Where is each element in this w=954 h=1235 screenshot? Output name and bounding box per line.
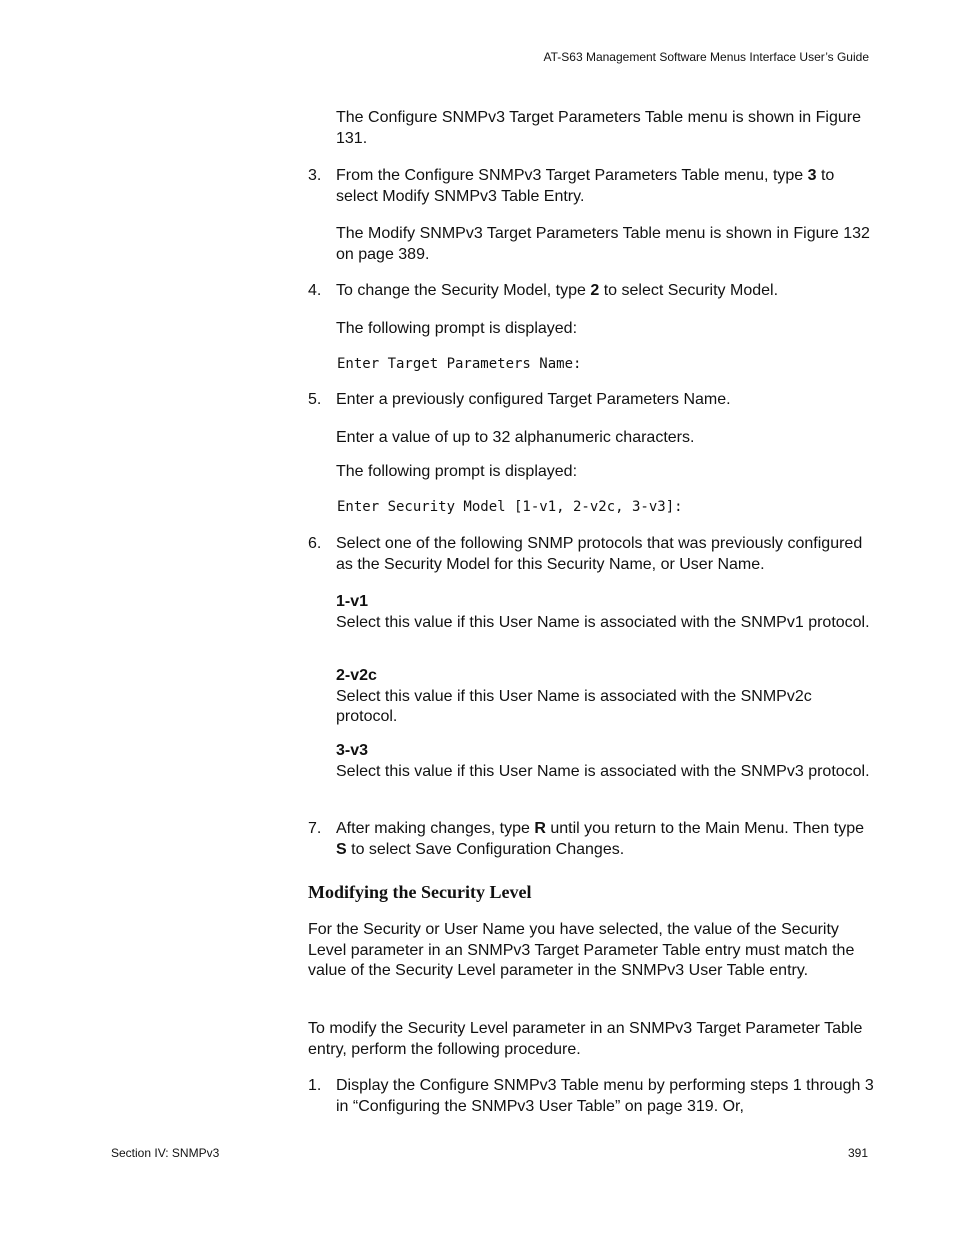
key-3: 3 [807, 167, 817, 184]
step-number: 3. [308, 167, 322, 184]
option-term: 3-v3 [336, 742, 369, 759]
key-r: R [534, 820, 546, 837]
step-6-text: Select one of the following SNMP protocols that was previously configured as the Security Model for this Security Name, or User Name. [336, 535, 863, 573]
page-number: 391 [847, 1146, 868, 1160]
step-number: 4. [308, 282, 322, 299]
option-desc: Select this value if this User Name is associated with the SNMPv2c protocol. [336, 687, 812, 725]
option-2-v2c [336, 666, 876, 728]
option-3-v3 [336, 741, 876, 782]
section-heading: Modifying the Security Level [308, 882, 532, 902]
key-s: S [336, 840, 347, 858]
step-4-text: To change the Security Model, type 2 to select Security Model. [336, 282, 779, 299]
code-prompt-1: Enter Target Parameters Name: [337, 356, 582, 372]
step-number: 7. [308, 820, 322, 837]
step-number: 5. [308, 391, 322, 408]
paragraph-intro: The Configure SNMPv3 Target Parameters Table menu is shown in Figure 131. [336, 109, 861, 147]
step-5-text: Enter a previously configured Target Parameters Name. [336, 391, 731, 408]
paragraph-step3-note: The Modify SNMPv3 Target Parameters Table menu is shown in Figure 132 on page 389. [336, 225, 870, 263]
footer-section: Section IV: SNMPv3 [111, 1146, 220, 1160]
option-desc: Select this value if this User Name is associated with the SNMPv1 protocol. [336, 613, 870, 631]
paragraph-value: Enter a value of up to 32 alphanumeric characters. [336, 429, 695, 446]
running-header: AT-S63 Management Software Menus Interface User’s Guide [543, 50, 869, 64]
paragraph-prompt-2: The following prompt is displayed: [336, 463, 578, 480]
option-1-v1 [336, 592, 876, 633]
code-prompt-2: Enter Security Model [1-v1, 2-v2c, 3-v3]: [337, 499, 683, 515]
step-number: 6. [308, 535, 322, 552]
step-7-text: After making changes, type R until you return to the Main Menu. Then type S to select Save Configuration Changes. [336, 820, 864, 858]
step-3-text: From the Configure SNMPv3 Target Parameters Table menu, type 3 to select Modify SNMPv3 Table Entry. [336, 167, 835, 205]
option-desc: Select this value if this User Name is associated with the SNMPv3 protocol. [336, 762, 870, 780]
key-2: 2 [590, 282, 600, 299]
paragraph-security-2: To modify the Security Level parameter in an SNMPv3 Target Parameter Table entry, perform the following procedure. [308, 1020, 863, 1058]
option-term: 2-v2c [336, 667, 377, 684]
option-term: 1-v1 [336, 593, 369, 610]
paragraph-prompt-1: The following prompt is displayed: [336, 320, 578, 337]
paragraph-security-1: For the Security or User Name you have selected, the value of the Security Level parameter in an SNMPv3 Target Parameter Table entry must match the value of the Security Level parameter in the SNMPv3 User Table entry. [308, 921, 855, 979]
step-1-text: Display the Configure SNMPv3 Table menu by performing steps 1 through 3 in “Configuring the SNMPv3 User Table” on page 319. Or, [336, 1077, 874, 1115]
step-number: 1. [308, 1077, 322, 1094]
